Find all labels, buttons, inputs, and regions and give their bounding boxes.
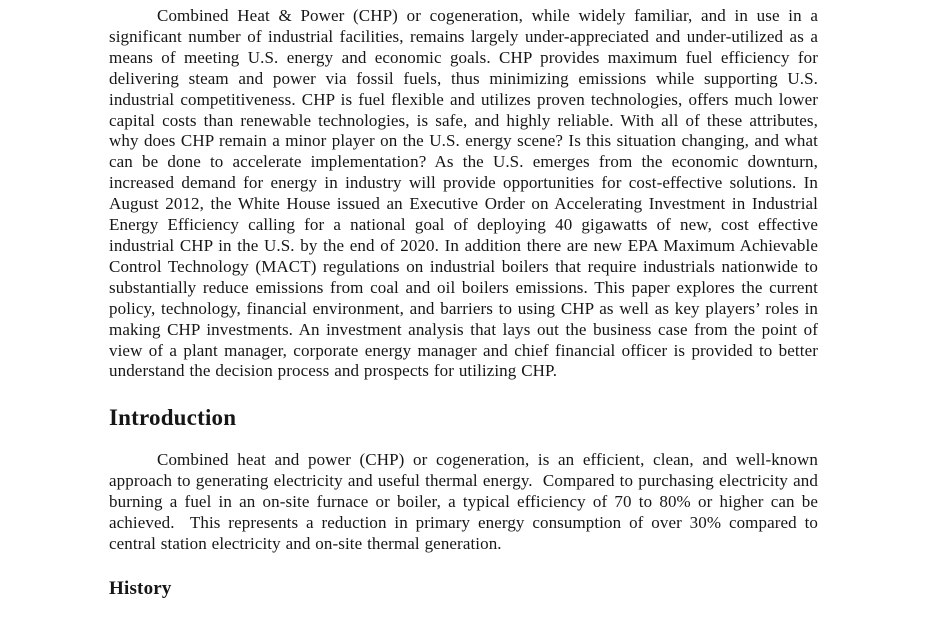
introduction-heading: Introduction	[109, 405, 237, 431]
abstract-paragraph: Combined Heat & Power (CHP) or cogeneration, while widely familiar, and in use in a significant number of industrial facilities, remains largely under-appreciated and under-utilized as a means of meeting U.S. energy and economic goals. CHP provides maximum fuel efficiency for delivering steam and power via fossil fuels, thus minimizing emissions while supporting U.S. industrial competitiveness. CHP is fuel flexible and utilizes proven technologies, offers much lower capital costs than renewable technologies, is safe, and highly reliable. With all of these attributes, why does CHP remain a minor player on the U.S. energy scene? Is this situation changing, and what can be done to accelerate implementation? As the U.S. emerges from the economic downturn, increased demand for energy in industry will provide opportunities for cost-effective solutions. In August 2012, the White House issued an Executive Order on Accelerating Investment in Industrial Energy Efficiency calling for a national goal of deploying 40 gigawatts of new, cost effective industrial CHP in the U.S. by the end of 2020. In addition there are new EPA Maximum Achievable Control Technology (MACT) regulations on industrial boilers that require industrials nationwide to substantially reduce emissions from coal and oil boilers emissions. This paper explores the current policy, technology, financial environment, and barriers to using CHP as well as key players’ roles in making CHP investments. An investment analysis that lays out the business case from the point of view of a plant manager, corporate energy manager and chief financial officer is provided to better understand the decision process and prospects for utilizing CHP.	[109, 6, 823, 381]
history-heading: History	[109, 577, 172, 599]
introduction-paragraph: Combined heat and power (CHP) or cogeneration, is an efficient, clean, and well-known approach to generating electricity and useful thermal energy. Compared to purchasing electricity and burning a fuel in an on-site furnace or boiler, a typical efficiency of 70 to 80% or higher can be achieved. This represents a reduction in primary energy consumption of over 30% compared to central station electricity and on-site thermal generation.	[109, 450, 823, 553]
